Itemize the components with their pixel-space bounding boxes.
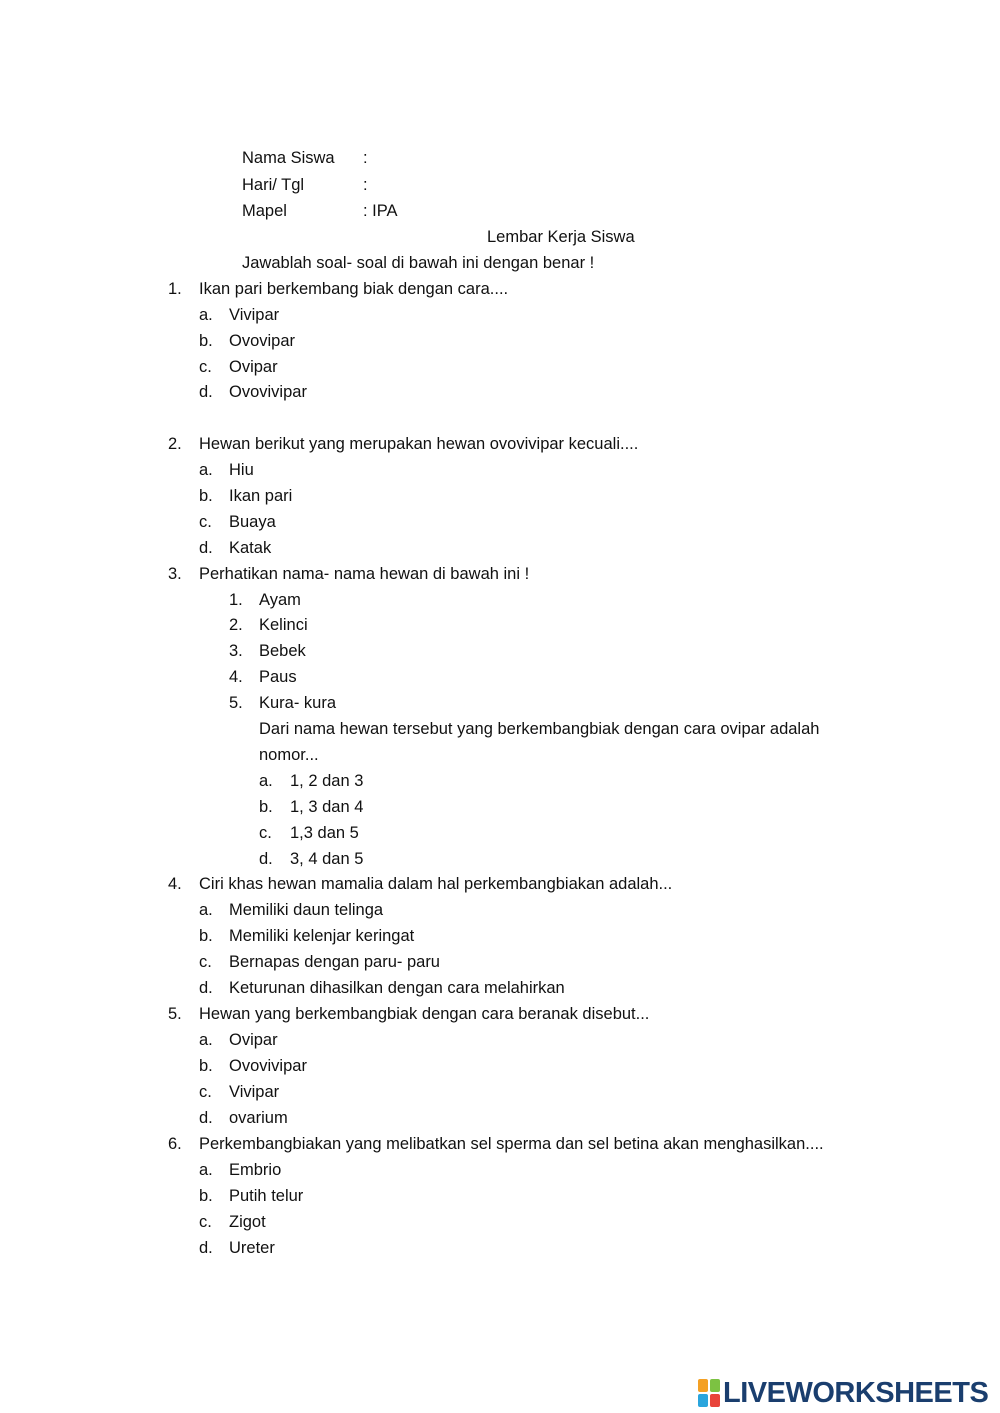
option-text[interactable]: Bernapas dengan paru- paru: [229, 953, 440, 971]
option-letter: a.: [199, 306, 213, 324]
question-text: Perkembangbiakan yang melibatkan sel sperma dan sel betina akan menghasilkan....: [199, 1135, 824, 1153]
option-text[interactable]: 1, 2 dan 3: [290, 772, 364, 790]
liveworksheets-logo-icon: [698, 1379, 720, 1407]
option-letter: a.: [199, 1031, 213, 1049]
option-text[interactable]: Keturunan dihasilkan dengan cara melahirkan: [229, 979, 565, 997]
option-text[interactable]: Ureter: [229, 1239, 275, 1257]
option-text[interactable]: Katak: [229, 539, 272, 557]
option-letter: c.: [199, 953, 212, 971]
option-letter: a.: [199, 461, 213, 479]
question-stem: Dari nama hewan tersebut yang berkembangbiak dengan cara ovipar adalah: [259, 720, 820, 738]
sublist-number: 2.: [229, 616, 243, 634]
page-title: Lembar Kerja Siswa: [487, 228, 635, 246]
question-text: Hewan berikut yang merupakan hewan ovovivipar kecuali....: [199, 435, 639, 453]
sublist-item: Bebek: [259, 642, 306, 660]
question-number: 5.: [168, 1005, 182, 1023]
logo-square: [710, 1379, 720, 1392]
liveworksheets-logo[interactable]: [698, 1376, 988, 1410]
option-letter: d.: [259, 850, 273, 868]
logo-square: [698, 1394, 708, 1407]
option-letter: b.: [199, 1187, 213, 1205]
question-number: 3.: [168, 565, 182, 583]
option-letter: b.: [199, 487, 213, 505]
option-letter: a.: [199, 1161, 213, 1179]
sublist-item: Ayam: [259, 591, 301, 609]
option-text[interactable]: Memiliki kelenjar keringat: [229, 927, 415, 945]
option-text[interactable]: Embrio: [229, 1161, 282, 1179]
option-letter: a.: [199, 901, 213, 919]
option-letter: d.: [199, 1109, 213, 1127]
question-text: Hewan yang berkembangbiak dengan cara beranak disebut...: [199, 1005, 650, 1023]
option-letter: c.: [199, 358, 212, 376]
option-letter: d.: [199, 1239, 213, 1257]
question-number: 2.: [168, 435, 182, 453]
option-letter: d.: [199, 539, 213, 557]
field-value-mapel: : IPA: [363, 202, 398, 220]
option-letter: c.: [199, 1083, 212, 1101]
option-text[interactable]: Ovovivipar: [229, 383, 307, 401]
option-letter: b.: [199, 927, 213, 945]
sublist-item: Kura- kura: [259, 694, 337, 712]
sublist-number: 5.: [229, 694, 243, 712]
option-text[interactable]: Vivipar: [229, 306, 280, 324]
logo-text: LIVEWORKSHEETS: [723, 1376, 989, 1409]
question-text: Perhatikan nama- nama hewan di bawah ini !: [199, 565, 530, 583]
question-number: 6.: [168, 1135, 182, 1153]
sublist-item: Paus: [259, 668, 297, 686]
field-label-nama-siswa: Nama Siswa: [242, 149, 335, 167]
option-text[interactable]: Zigot: [229, 1213, 266, 1231]
option-text[interactable]: Buaya: [229, 513, 276, 531]
option-text[interactable]: Ikan pari: [229, 487, 293, 505]
option-text[interactable]: ovarium: [229, 1109, 288, 1127]
logo-square: [698, 1379, 708, 1392]
option-letter: d.: [199, 383, 213, 401]
sublist-number: 3.: [229, 642, 243, 660]
sublist-item: Kelinci: [259, 616, 308, 634]
option-text[interactable]: Ovovivipar: [229, 1057, 307, 1075]
logo-square: [710, 1394, 720, 1407]
option-letter: b.: [199, 332, 213, 350]
option-letter: c.: [199, 513, 212, 531]
option-text[interactable]: 1,3 dan 5: [290, 824, 359, 842]
sublist-number: 4.: [229, 668, 243, 686]
question-stem-continued: nomor...: [259, 746, 319, 764]
question-number: 1.: [168, 280, 182, 298]
field-value-hari-tgl: :: [363, 176, 368, 194]
option-text[interactable]: Ovovipar: [229, 332, 296, 350]
field-label-hari-tgl: Hari/ Tgl: [242, 176, 305, 194]
question-text: Ikan pari berkembang biak dengan cara....: [199, 280, 509, 298]
option-text[interactable]: Hiu: [229, 461, 254, 479]
option-letter: c.: [259, 824, 272, 842]
option-letter: d.: [199, 979, 213, 997]
option-text[interactable]: Ovipar: [229, 358, 278, 376]
option-letter: c.: [199, 1213, 212, 1231]
question-number: 4.: [168, 875, 182, 893]
option-text[interactable]: 1, 3 dan 4: [290, 798, 364, 816]
option-letter: b.: [199, 1057, 213, 1075]
instruction: Jawablah soal- soal di bawah ini dengan benar !: [242, 254, 595, 272]
option-text[interactable]: 3, 4 dan 5: [290, 850, 364, 868]
sublist-number: 1.: [229, 591, 243, 609]
option-text[interactable]: Vivipar: [229, 1083, 280, 1101]
option-text[interactable]: Memiliki daun telinga: [229, 901, 384, 919]
option-text[interactable]: Ovipar: [229, 1031, 278, 1049]
option-letter: b.: [259, 798, 273, 816]
option-letter: a.: [259, 772, 273, 790]
field-label-mapel: Mapel: [242, 202, 287, 220]
question-text: Ciri khas hewan mamalia dalam hal perkembangbiakan adalah...: [199, 875, 673, 893]
option-text[interactable]: Putih telur: [229, 1187, 304, 1205]
field-value-nama-siswa: :: [363, 149, 368, 167]
